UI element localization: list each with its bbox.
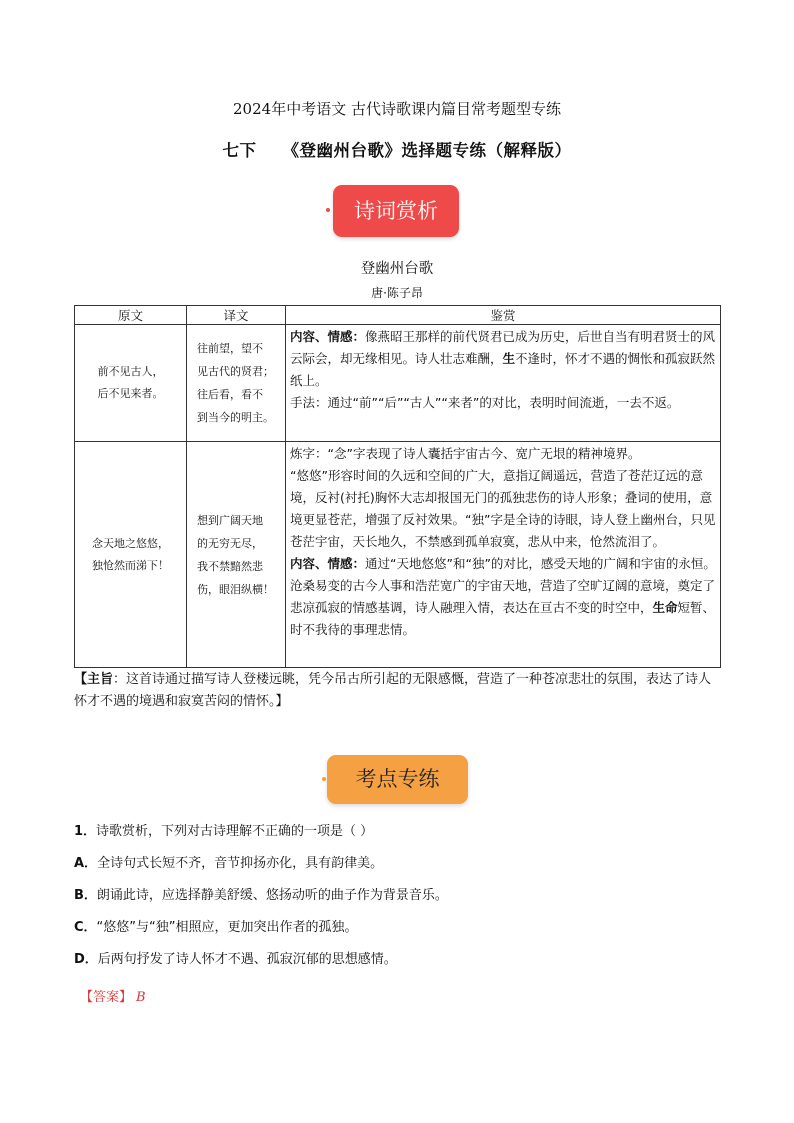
badge-dot bbox=[326, 208, 330, 212]
appreciation-paragraph bbox=[290, 392, 718, 414]
translation-line: 往后看，看不 bbox=[197, 388, 263, 401]
theme-summary bbox=[74, 669, 724, 713]
original-line: 念天地之悠悠， bbox=[92, 536, 169, 550]
column-header: 原文 bbox=[75, 306, 187, 325]
table-row bbox=[75, 442, 721, 668]
summary-text: ：这首诗通过描写诗人登楼远眺，凭今吊古所引起的无限感慨，营造了一种苍凉悲壮的氛围，表达了诗人怀才不遇的境遇和寂寞苦闷的情怀。】 bbox=[74, 672, 712, 709]
appreciation-cell bbox=[286, 442, 721, 668]
appreciation-label: 内容、情感： bbox=[290, 329, 366, 344]
option-text: “悠悠”与“独”相照应，更加突出作者的孤独。 bbox=[96, 920, 358, 935]
summary-label: 【主旨 bbox=[74, 672, 114, 687]
appreciation-cell bbox=[286, 325, 721, 442]
question-text: 诗歌赏析，下列对古诗理解不正确的一项是（ ） bbox=[96, 824, 374, 839]
appreciation-text: 像燕昭王那样的前代贤君已成为历史，后世自当有明君贤士的风云际会，却无缘相见。诗人壮志难酬， bbox=[290, 329, 716, 366]
option-text: 全诗句式长短不齐，音节抑扬亦化，具有韵律美。 bbox=[97, 856, 384, 871]
question-stem bbox=[74, 820, 734, 839]
appreciation-text: 通过“天地悠悠”和“独”的对比，感受天地的广阔和宇宙的永恒。沧桑易变的古今人事和浩茫宽广的宇宙天地，营造了空旷辽阔的意境，奠定了悲凉孤寂的情感基调，诗人融理入情，表达在亘古不变的时空中， bbox=[290, 556, 716, 615]
original-line: 前不见古人， bbox=[97, 365, 164, 378]
translation-line: 我不禁黯然悲 bbox=[197, 559, 263, 573]
subtitle-text: 《登幽州台歌》选择题专练（解释版） bbox=[282, 141, 572, 160]
grade-label: 七下 bbox=[222, 141, 257, 160]
option-text: 朗诵此诗，应选择静美舒缓、悠扬动听的曲子作为背景音乐。 bbox=[96, 888, 448, 903]
appreciation-text: ：通过“前”“后”“古人”“来者”的对比，表明时间流逝，一去不返。 bbox=[315, 395, 680, 410]
translation-cell bbox=[187, 442, 286, 668]
option-c bbox=[74, 916, 734, 935]
answer-label: 【答案】 bbox=[80, 990, 133, 1005]
poem-author: 唐·陈子昂 bbox=[371, 286, 423, 300]
appreciation-paragraph: 炼字：“念”字表现了诗人囊括宇宙古今、宽广无垠的精神境界。 bbox=[290, 446, 641, 461]
column-header: 鉴赏 bbox=[286, 306, 721, 325]
option-text: 后两句抒发了诗人怀才不遇、孤寂沉郁的思想感情。 bbox=[97, 952, 397, 967]
option-letter: A． bbox=[74, 856, 98, 871]
appreciation-label: 内容、情感： bbox=[290, 556, 366, 571]
document-subtitle bbox=[0, 137, 794, 161]
table-header-row bbox=[75, 306, 721, 325]
option-a bbox=[74, 852, 734, 871]
original-text-cell bbox=[75, 325, 187, 442]
option-letter: B． bbox=[74, 888, 97, 903]
original-line: 后不见来者。 bbox=[97, 387, 164, 400]
badge-dot bbox=[322, 777, 326, 781]
appreciation-text: 不逢时，怀才不遇的惆怅和孤寂跃然纸上。 bbox=[290, 351, 716, 388]
table-row bbox=[75, 325, 721, 442]
option-letter: C． bbox=[74, 920, 97, 935]
answer-line bbox=[80, 986, 146, 1005]
translation-line: 的无穷无尽， bbox=[197, 536, 263, 550]
appreciation-badge: 诗词赏析 bbox=[333, 185, 459, 237]
appreciation-label: 手法 bbox=[290, 395, 316, 410]
practice-badge: 考点专练 bbox=[327, 755, 468, 804]
option-letter: D． bbox=[74, 952, 98, 967]
poem-analysis-table bbox=[74, 305, 721, 668]
appreciation-emphasis: 生命 bbox=[652, 600, 678, 615]
translation-line: 见古代的贤君； bbox=[197, 365, 274, 378]
option-b bbox=[74, 884, 734, 903]
appreciation-paragraph bbox=[290, 553, 718, 641]
appreciation-text: 短暂、时不我待的事理悲情。 bbox=[290, 600, 716, 637]
translation-cell bbox=[187, 325, 286, 442]
appreciation-paragraph: “悠悠”形容时间的久远和空间的广大，意指辽阔遥远，营造了苍茫辽远的意境，反衬(衬托)胸怀大志却报国无门的孤独悲伤的诗人形象；叠词的使用，意境更显苍茫，增强了反衬效果。“独”字是全诗的诗眼，诗人登上幽州台，只见苍茫宇宙，天长地久，不禁感到孤单寂寞，悲从中来，怆然流泪了。 bbox=[290, 468, 716, 549]
answer-value: B bbox=[136, 990, 146, 1005]
translation-line: 往前望，望不 bbox=[197, 342, 263, 355]
translation-line: 伤，眼泪纵横！ bbox=[197, 582, 274, 596]
appreciation-paragraph bbox=[290, 326, 718, 392]
option-d bbox=[74, 948, 734, 967]
translation-line: 想到广阔天地 bbox=[197, 513, 263, 527]
original-text-cell bbox=[75, 442, 187, 668]
document-title: 2024年中考语文 古代诗歌课内篇目常考题型专练 bbox=[233, 100, 561, 118]
translation-line: 到当今的明主。 bbox=[197, 411, 274, 424]
question-number: 1． bbox=[74, 824, 97, 839]
appreciation-emphasis: 生 bbox=[502, 351, 516, 366]
original-line: 独怆然而涕下！ bbox=[92, 558, 169, 572]
column-header: 译文 bbox=[187, 306, 286, 325]
poem-title: 登幽州台歌 bbox=[360, 261, 434, 277]
